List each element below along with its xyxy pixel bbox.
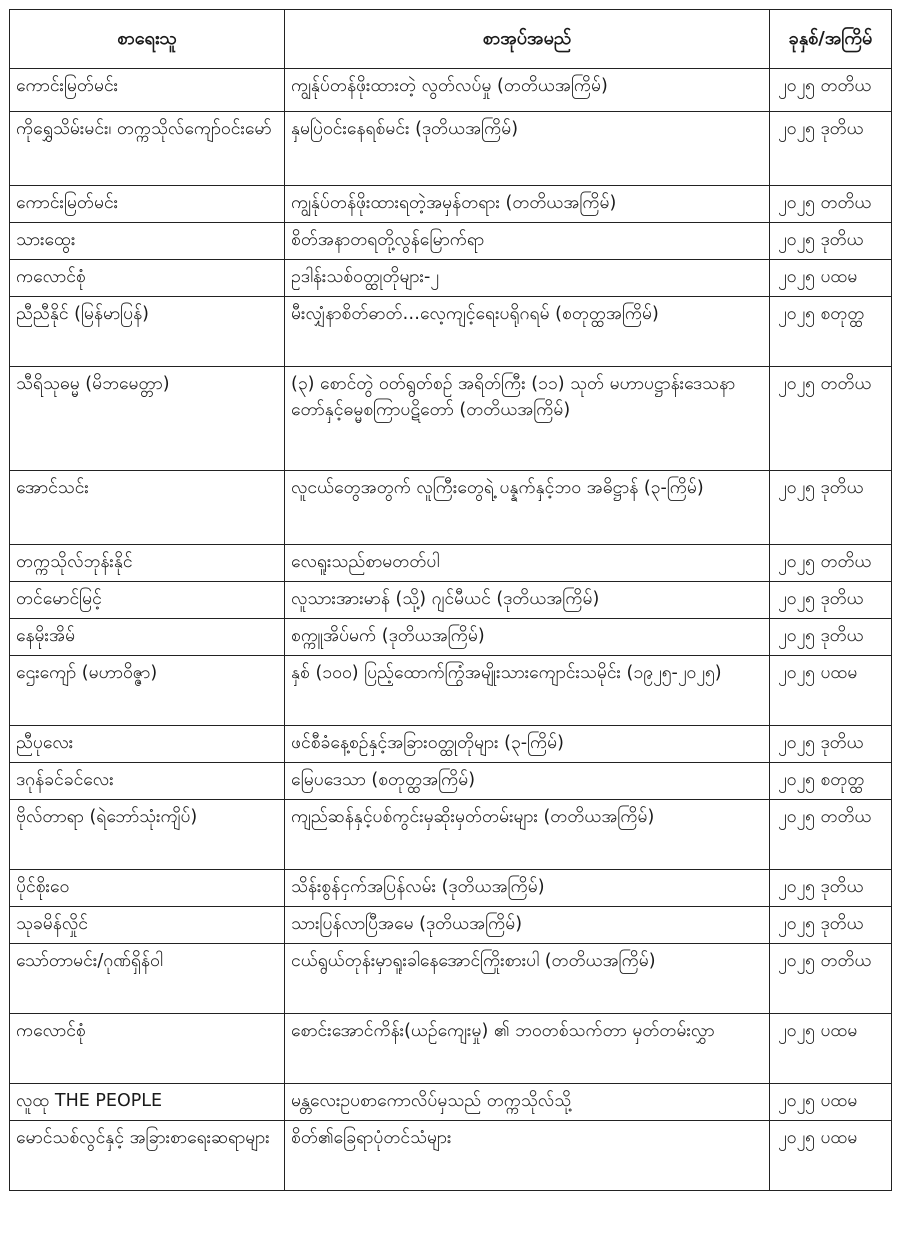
author-cell: တင်မောင်မြင့်	[10, 582, 285, 619]
book-list-table	[9, 9, 892, 1191]
title-cell: ဥဒါန်းသစ်ဝတ္ထုတိုများ-၂	[285, 260, 770, 297]
table-row	[10, 656, 892, 726]
title-cell: မန္တလေးဥပစာကောလိပ်မှသည် တက္ကသိုလ်သို့	[285, 1084, 770, 1121]
author-cell: သုခမိန်လှိုင်	[10, 907, 285, 944]
edition-cell: ၂၀၂၅ တတိယ	[770, 944, 892, 1014]
edition-cell: ၂၀၂၅ ဒုတိယ	[770, 907, 892, 944]
edition-cell: ၂၀၂၅ ဒုတိယ	[770, 112, 892, 186]
author-cell: လူထု THE PEOPLE	[10, 1084, 285, 1121]
author-cell: မောင်သစ်လွင်နှင့် အခြားစာရေးဆရာများ	[10, 1121, 285, 1191]
edition-cell: ၂၀၂၅ တတိယ	[770, 367, 892, 471]
table-row	[10, 1084, 892, 1121]
edition-cell: ၂၀၂၅ ပထမ	[770, 656, 892, 726]
table-row	[10, 1121, 892, 1191]
edition-cell: ၂၀၂၅ တတိယ	[770, 186, 892, 223]
table-row	[10, 907, 892, 944]
edition-cell: ၂၀၂၅ ဒုတိယ	[770, 471, 892, 545]
edition-cell: ၂၀၂၅ စတုတ္ထ	[770, 297, 892, 367]
table-row	[10, 112, 892, 186]
title-cell: ဖင်စီခံနေ့စဉ်နှင့်အခြားဝတ္ထုတိုများ (၃-ကြိမ်)	[285, 726, 770, 763]
author-cell: ကိုရွှေသိမ်းမင်း၊ တက္ကသိုလ်ကျော်ဝင်းမော်	[10, 112, 285, 186]
table-row	[10, 582, 892, 619]
table-row	[10, 800, 892, 870]
title-cell: ငယ်ရွယ်တုန်းမှာရူးခါနေအောင်ကြိုးစားပါ (တတိယအကြိမ်)	[285, 944, 770, 1014]
author-cell: အောင်သင်း	[10, 471, 285, 545]
edition-cell: ၂၀၂၅ ဒုတိယ	[770, 619, 892, 656]
title-cell: လူသားအားမာန် (သို့) ဂျင်မီယင် (ဒုတိယအကြိမ်)	[285, 582, 770, 619]
edition-cell: ၂၀၂၅ တတိယ	[770, 69, 892, 112]
header-author: စာရေးသူ	[10, 10, 285, 69]
table-row	[10, 223, 892, 260]
table-row	[10, 471, 892, 545]
edition-cell: ၂၀၂၅ ဒုတိယ	[770, 726, 892, 763]
title-cell: မြေပဒေသာ (စတုတ္ထအကြိမ်)	[285, 763, 770, 800]
author-cell: ဌေးကျော် (မဟာဝိဇ္ဇာ)	[10, 656, 285, 726]
edition-cell: ၂၀၂၅ ဒုတိယ	[770, 582, 892, 619]
table-row	[10, 1014, 892, 1084]
title-cell: စောင်းအောင်ကိန်း(ယဉ်ကျေးမှု) ၏ ဘဝတစ်သက်တာ မှတ်တမ်းလွှာ	[285, 1014, 770, 1084]
title-cell: စက္ကူအိပ်မက် (ဒုတိယအကြိမ်)	[285, 619, 770, 656]
author-cell: သားထွေး	[10, 223, 285, 260]
edition-cell: ၂၀၂၅ ပထမ	[770, 1014, 892, 1084]
title-cell: နှမပြဲဝင်းနေရစ်မင်း (ဒုတိယအကြိမ်)	[285, 112, 770, 186]
author-cell: တက္ကသိုလ်ဘုန်းနိုင်	[10, 545, 285, 582]
table-row	[10, 545, 892, 582]
table-row	[10, 726, 892, 763]
edition-cell: ၂၀၂၅ ဒုတိယ	[770, 870, 892, 907]
title-cell: လေရူးသည်စာမတတ်ပါ	[285, 545, 770, 582]
title-cell: ကျွန်ုပ်တန်ဖိုးထားတဲ့ လွတ်လပ်မှု (တတိယအကြိမ်)	[285, 69, 770, 112]
table-row	[10, 297, 892, 367]
author-cell: ကောင်းမြတ်မင်း	[10, 186, 285, 223]
edition-cell: ၂၀၂၅ ပထမ	[770, 1084, 892, 1121]
table-row	[10, 260, 892, 297]
table-row	[10, 870, 892, 907]
table-row	[10, 186, 892, 223]
table-row	[10, 367, 892, 471]
author-cell: ညီညီနိုင် (မြန်မာပြန်)	[10, 297, 285, 367]
author-cell: သော်တာမင်း/ဂုဏ်ရှိန်ဝါ	[10, 944, 285, 1014]
edition-cell: ၂၀၂၅ ဒုတိယ	[770, 223, 892, 260]
title-cell: မီးလျှံနာစိတ်ဓာတ်…လေ့ကျင့်ရေးပရိုဂရမ် (စတုတ္ထအကြိမ်)	[285, 297, 770, 367]
header-row	[10, 10, 892, 69]
edition-cell: ၂၀၂၅ ပထမ	[770, 1121, 892, 1191]
edition-cell: ၂၀၂၅ ပထမ	[770, 260, 892, 297]
author-cell: သီရိသုဓမ္မ (မိဘမေတ္တာ)	[10, 367, 285, 471]
author-cell: ကလောင်စုံ	[10, 260, 285, 297]
title-cell: (၃) စောင်တွဲ ဝတ်ရွတ်စဉ် အရိတ်ကြီး (၁၁) သုတ် မဟာပဋ္ဌာန်းဒေသနာတော်နှင့်ဓမ္မစကြာပဋိတော် (တတိယအကြိမ်)	[285, 367, 770, 471]
table-row	[10, 619, 892, 656]
table-row	[10, 763, 892, 800]
table-row	[10, 944, 892, 1014]
title-cell: လူငယ်တွေအတွက် လူကြီးတွေရဲ့ ပန္နက်နှင့်ဘဝ အဓိဋ္ဌာန် (၃-ကြိမ်)	[285, 471, 770, 545]
header-title: စာအုပ်အမည်	[285, 10, 770, 69]
author-cell: ဒဂုန်ခင်ခင်လေး	[10, 763, 285, 800]
author-cell: ကလောင်စုံ	[10, 1014, 285, 1084]
author-cell: ကောင်းမြတ်မင်း	[10, 69, 285, 112]
header-edition: ခုနှစ်/အကြိမ်	[770, 10, 892, 69]
title-cell: သိန်းစွန်ငှက်အပြန်လမ်း (ဒုတိယအကြိမ်)	[285, 870, 770, 907]
table-row	[10, 69, 892, 112]
author-cell: နေမိုးအိမ်	[10, 619, 285, 656]
author-cell: ဗိုလ်တာရာ (ရဲဘော်သုံးကျိပ်)	[10, 800, 285, 870]
edition-cell: ၂၀၂၅ စတုတ္ထ	[770, 763, 892, 800]
author-cell: ပိုင်စိုးဝေ	[10, 870, 285, 907]
edition-cell: ၂၀၂၅ တတိယ	[770, 800, 892, 870]
author-cell: ညီပုလေး	[10, 726, 285, 763]
title-cell: စိတ်၏ခြေရာပုံတင်သံများ	[285, 1121, 770, 1191]
title-cell: နှစ် (၁၀၀) ပြည့်ထောက်ကြွံအမျိုးသားကျောင်းသမိုင်း (၁၉၂၅-၂၀၂၅)	[285, 656, 770, 726]
title-cell: သားပြန်လာပြီအမေ (ဒုတိယအကြိမ်)	[285, 907, 770, 944]
title-cell: ကျည်ဆန်နှင့်ပစ်ကွင်းမှဆိုးမှတ်တမ်းများ (တတိယအကြိမ်)	[285, 800, 770, 870]
title-cell: စိတ်အနာတရတို့လွန်မြောက်ရာ	[285, 223, 770, 260]
edition-cell: ၂၀၂၅ တတိယ	[770, 545, 892, 582]
title-cell: ကျွန်ုပ်တန်ဖိုးထားရတဲ့အမှန်တရား (တတိယအကြိမ်)	[285, 186, 770, 223]
